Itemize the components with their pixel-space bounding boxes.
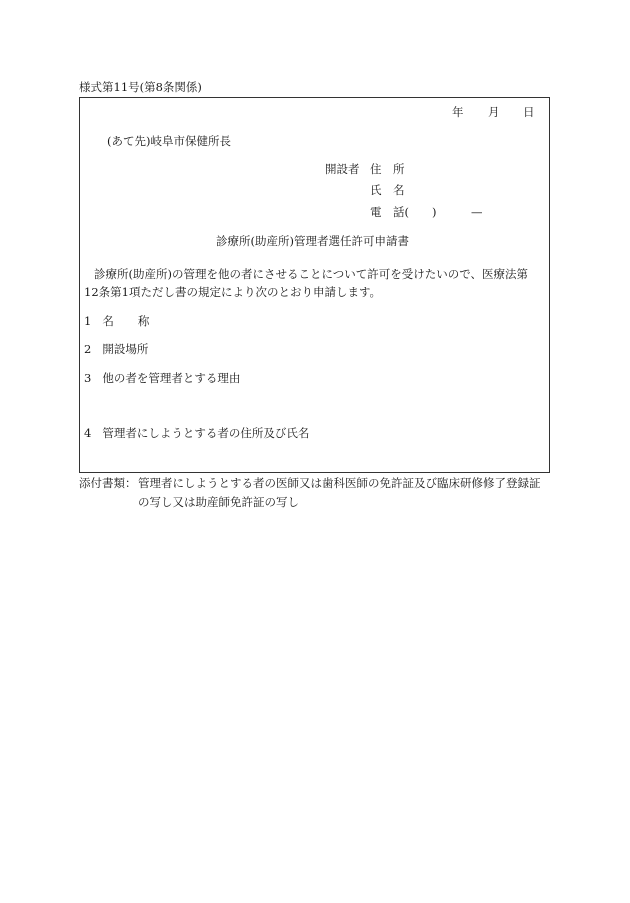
addressee: (あて先)岐阜市保健所長 [107,134,231,148]
item-2 [84,344,148,356]
form-number: 様式第11号(第8条関係) [79,80,202,94]
item-number: 2 [84,342,92,356]
date-year-label: 年 [452,105,464,119]
item-label: 開設場所 [102,342,149,356]
applicant-phone-label: 電 話( ) — [370,205,483,219]
attachment-label: 添付書類： [79,476,137,490]
item-label: 他の者を管理者とする理由 [102,371,241,385]
body-text-line1: 診療所(助産所)の管理を他の者にさせることについて許可を受けたいので、医療法第 [94,267,529,281]
item-number: 4 [84,426,92,440]
form-title: 診療所(助産所)管理者選任許可申請書 [216,234,409,248]
applicant-title: 開設者 [325,162,360,176]
item-4 [84,428,309,440]
body-text-line2: 12条第1項ただし書の規定により次のとおり申請します。 [84,285,382,299]
date-month-label: 月 [488,105,500,119]
item-label: 管理者にしようとする者の住所及び氏名 [102,426,310,440]
applicant-name-label: 氏 名 [370,183,405,197]
applicant-address-label: 住 所 [370,162,405,176]
attachment-line1: 管理者にしようとする者の医師又は歯科医師の免許証及び臨床研修修了登録証 [138,476,541,490]
item-3 [84,373,240,385]
item-number: 1 [84,314,92,328]
item-number: 3 [84,371,92,385]
item-1-label-second: 称 [137,314,150,328]
attachment-line2: の写し又は助産師免許証の写し [138,495,299,509]
item-1-label-first: 名 [102,314,114,328]
item-1 [84,316,149,328]
date-day-label: 日 [523,105,535,119]
